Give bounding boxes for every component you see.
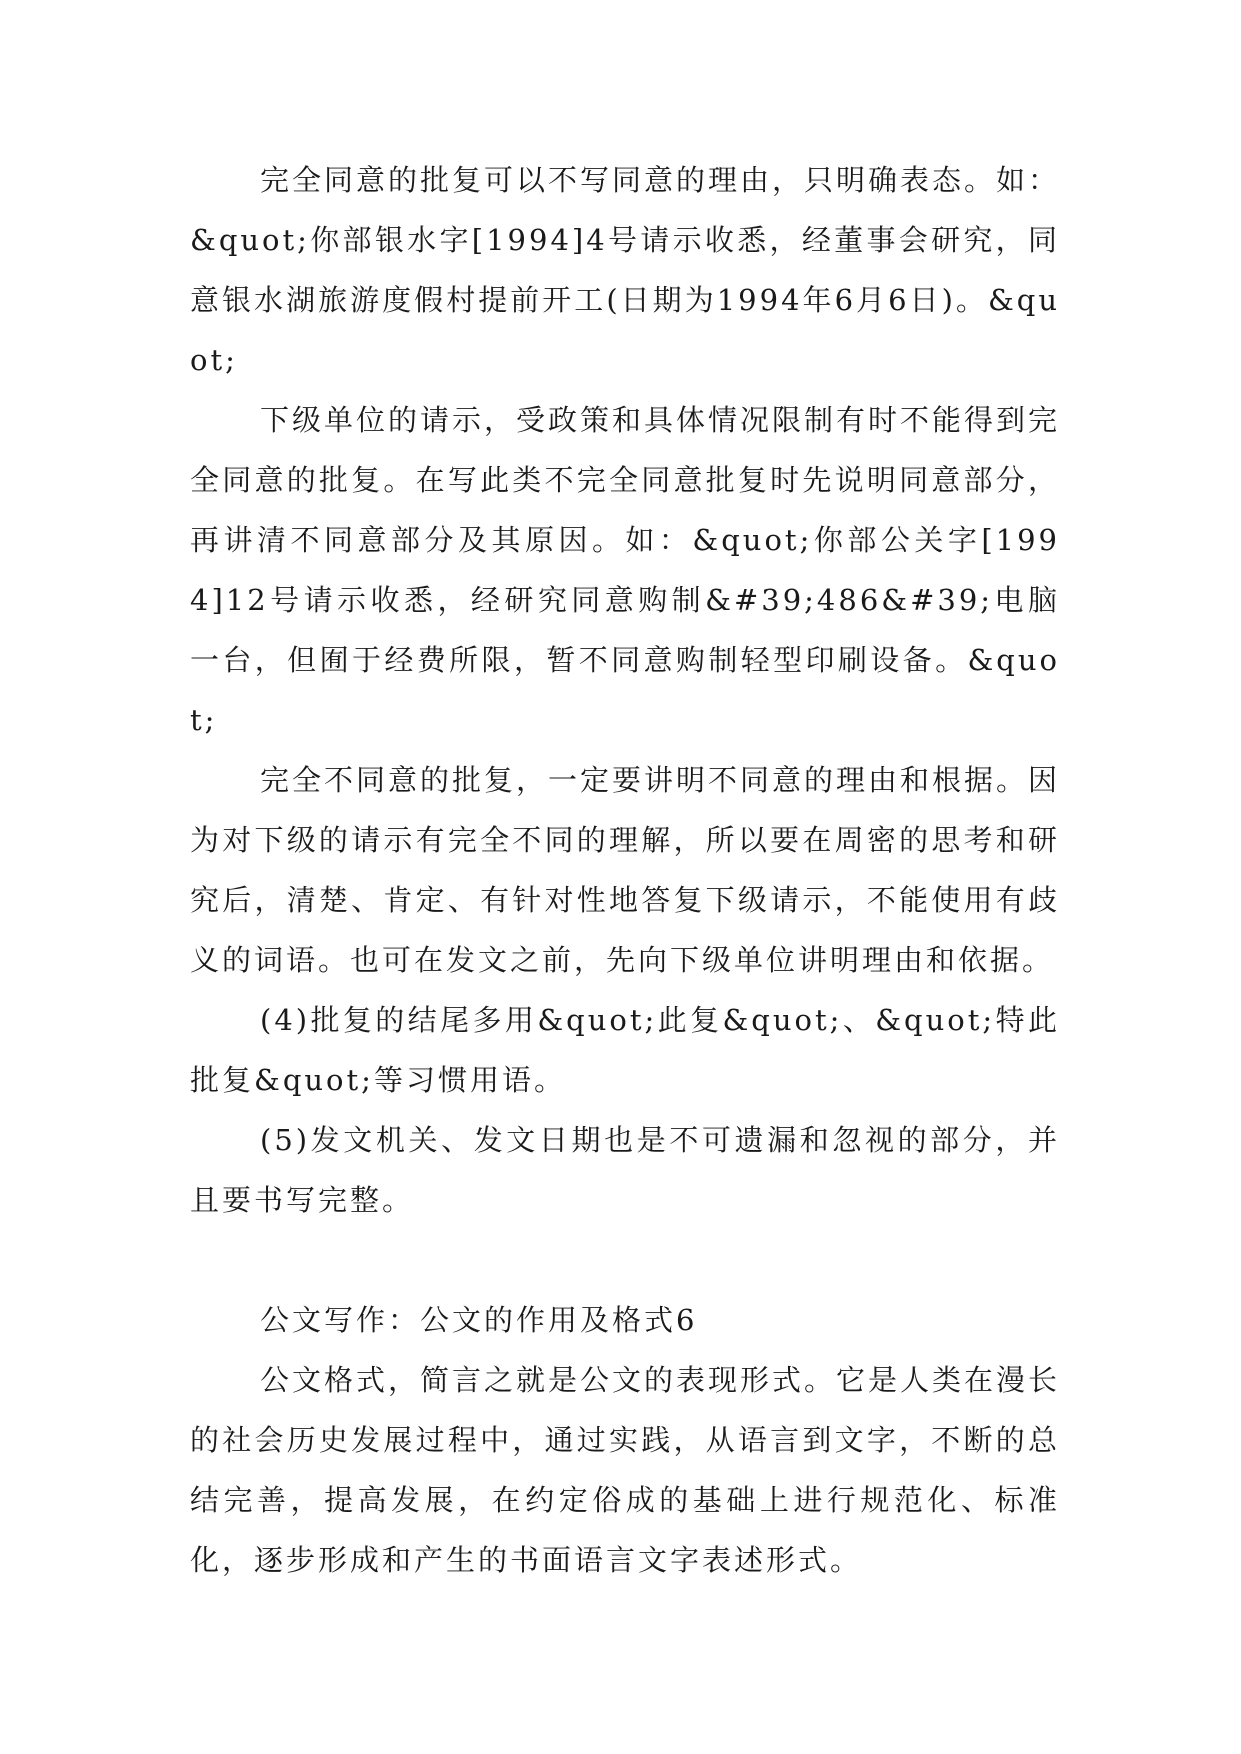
document-body [190,150,1060,1590]
paragraph-format-definition: 公文格式，简言之就是公文的表现形式。它是人类在漫长的社会历史发展过程中，通过实践，从语言到文字，不断的总结完善，提高发展，在约定俗成的基础上进行规范化、标准化，逐步形成和产生的书面语言文字表述形式。 [190,1363,1061,1577]
paragraph-full-approval: 完全同意的批复可以不写同意的理由，只明确表态。如：&quot;你部银水字[1994]4号请示收悉，经董事会研究，同意银水湖旅游度假村提前开工(日期为1994年6月6日)。&quot; [190,163,1061,377]
paragraph-partial-approval: 下级单位的请示，受政策和具体情况限制有时不能得到完全同意的批复。在写此类不完全同意批复时先说明同意部分，再讲清不同意部分及其原因。如：&quot;你部公关字[1994]12号请示收悉，经研究同意购制&#39;486&#39;电脑一台，但囿于经费所限，暂不同意购制轻型印刷设备。&quot; [190,403,1061,737]
paragraph-issuer-date: (5)发文机关、发文日期也是不可遗漏和忽视的部分，并且要书写完整。 [190,1123,1060,1217]
paragraph-full-rejection: 完全不同意的批复，一定要讲明不同意的理由和根据。因为对下级的请示有完全不同的理解，所以要在周密的思考和研究后，清楚、肯定、有针对性地答复下级请示，不能使用有歧义的词语。也可在发文之前，先向下级单位讲明理由和依据。 [190,763,1061,977]
paragraph-closing-phrases: (4)批复的结尾多用&quot;此复&quot;、&quot;特此批复&quot;等习惯用语。 [190,1003,1060,1097]
section-heading: 公文写作：公文的作用及格式6 [260,1303,698,1337]
